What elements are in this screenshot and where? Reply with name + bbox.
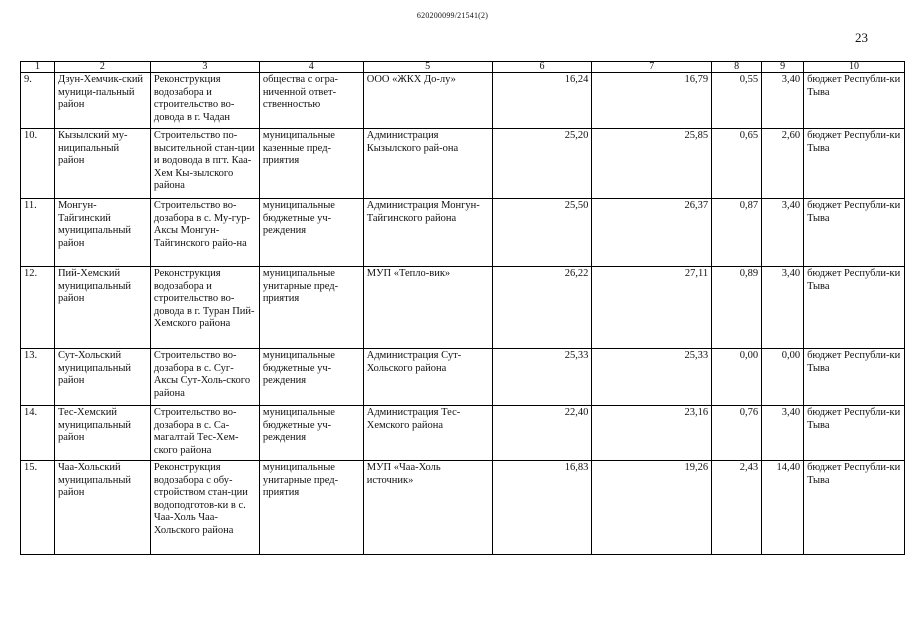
value-cell: 25,20	[492, 129, 592, 199]
value-cell: 0,00	[762, 349, 804, 406]
value-cell: 22,40	[492, 406, 592, 461]
value-cell: 3,40	[762, 199, 804, 267]
project-cell: Реконструкция водозабора с обу-стройством стан-ции водоподготов-ки в с. Чаа-Холь Чаа-Хольского района	[150, 461, 259, 555]
budget-cell: бюджет Республи-ки Тыва	[804, 349, 905, 406]
table-row	[21, 267, 905, 349]
row-index: 12.	[21, 267, 55, 349]
column-header: 7	[592, 62, 712, 73]
value-cell: 0,65	[712, 129, 762, 199]
operator-cell: Администрация Тес-Хемского района	[363, 406, 492, 461]
table-row	[21, 129, 905, 199]
value-cell: 27,11	[592, 267, 712, 349]
value-cell: 0,00	[712, 349, 762, 406]
district-cell: Чаа-Хольский муниципальный район	[54, 461, 150, 555]
budget-cell: бюджет Республи-ки Тыва	[804, 406, 905, 461]
row-index: 9.	[21, 73, 55, 129]
document-id: 620200099/21541(2)	[416, 11, 489, 20]
budget-cell: бюджет Республи-ки Тыва	[804, 267, 905, 349]
operator-cell: ООО «ЖКХ До-лу»	[363, 73, 492, 129]
org-type-cell: муниципальные бюджетные уч-реждения	[259, 349, 363, 406]
value-cell: 25,33	[592, 349, 712, 406]
operator-cell: МУП «Чаа-Холь источник»	[363, 461, 492, 555]
operator-cell: Администрация Сут-Хольского района	[363, 349, 492, 406]
value-cell: 25,85	[592, 129, 712, 199]
column-header: 10	[804, 62, 905, 73]
value-cell: 25,50	[492, 199, 592, 267]
district-cell: Кызылский му-ниципальный район	[54, 129, 150, 199]
column-header: 9	[762, 62, 804, 73]
column-header: 6	[492, 62, 592, 73]
table-row	[21, 349, 905, 406]
row-index: 11.	[21, 199, 55, 267]
row-index: 14.	[21, 406, 55, 461]
org-type-cell: муниципальные унитарные пред-приятия	[259, 461, 363, 555]
column-header: 4	[259, 62, 363, 73]
operator-cell: МУП «Тепло-вик»	[363, 267, 492, 349]
project-cell: Строительство во-дозабора в с. Му-гур-Аксы Монгун-Тайгинского райо-на	[150, 199, 259, 267]
column-number-row	[21, 62, 905, 73]
org-type-cell: муниципальные унитарные пред-приятия	[259, 267, 363, 349]
value-cell: 23,16	[592, 406, 712, 461]
value-cell: 16,24	[492, 73, 592, 129]
budget-cell: бюджет Республи-ки Тыва	[804, 129, 905, 199]
value-cell: 3,40	[762, 406, 804, 461]
budget-cell: бюджет Республи-ки Тыва	[804, 73, 905, 129]
data-table	[20, 61, 905, 555]
org-type-cell: муниципальные бюджетные уч-реждения	[259, 199, 363, 267]
column-header: 8	[712, 62, 762, 73]
org-type-cell: муниципальные бюджетные уч-реждения	[259, 406, 363, 461]
row-index: 13.	[21, 349, 55, 406]
table-row	[21, 73, 905, 129]
budget-cell: бюджет Республи-ки Тыва	[804, 461, 905, 555]
value-cell: 2,60	[762, 129, 804, 199]
table-row	[21, 461, 905, 555]
operator-cell: Администрация Монгун-Тайгинского района	[363, 199, 492, 267]
project-cell: Строительство по-высительной стан-ции и водовода в пгт. Каа-Хем Кы-зылского района	[150, 129, 259, 199]
budget-cell: бюджет Республи-ки Тыва	[804, 199, 905, 267]
table-row	[21, 406, 905, 461]
value-cell: 3,40	[762, 267, 804, 349]
value-cell: 26,22	[492, 267, 592, 349]
value-cell: 16,79	[592, 73, 712, 129]
value-cell: 0,89	[712, 267, 762, 349]
row-index: 15.	[21, 461, 55, 555]
district-cell: Монгун-Тайгинский муниципальный район	[54, 199, 150, 267]
value-cell: 19,26	[592, 461, 712, 555]
value-cell: 16,83	[492, 461, 592, 555]
column-header: 1	[21, 62, 55, 73]
value-cell: 14,40	[762, 461, 804, 555]
value-cell: 26,37	[592, 199, 712, 267]
value-cell: 25,33	[492, 349, 592, 406]
district-cell: Дзун-Хемчик-ский муници-пальный район	[54, 73, 150, 129]
value-cell: 0,76	[712, 406, 762, 461]
project-cell: Строительство во-дозабора в с. Са-магалтай Тес-Хем-ского района	[150, 406, 259, 461]
row-index: 10.	[21, 129, 55, 199]
org-type-cell: муниципальные казенные пред-приятия	[259, 129, 363, 199]
district-cell: Пий-Хемский муниципальный район	[54, 267, 150, 349]
project-cell: Реконструкция водозабора и строительство во-довода в г. Чадан	[150, 73, 259, 129]
project-cell: Реконструкция водозабора и строительство во-довода в г. Туран Пий-Хемского района	[150, 267, 259, 349]
column-header: 5	[363, 62, 492, 73]
project-cell: Строительство во-дозабора в с. Суг-Аксы Сут-Холь-ского района	[150, 349, 259, 406]
column-header: 3	[150, 62, 259, 73]
org-type-cell: общества с огра-ниченной ответ-ственностью	[259, 73, 363, 129]
district-cell: Тес-Хемский муниципальный район	[54, 406, 150, 461]
column-header: 2	[54, 62, 150, 73]
value-cell: 0,87	[712, 199, 762, 267]
value-cell: 2,43	[712, 461, 762, 555]
page-number: 23	[855, 30, 868, 45]
value-cell: 0,55	[712, 73, 762, 129]
value-cell: 3,40	[762, 73, 804, 129]
operator-cell: Администрация Кызылского рай-она	[363, 129, 492, 199]
district-cell: Сут-Хольский муниципальный район	[54, 349, 150, 406]
table-row	[21, 199, 905, 267]
